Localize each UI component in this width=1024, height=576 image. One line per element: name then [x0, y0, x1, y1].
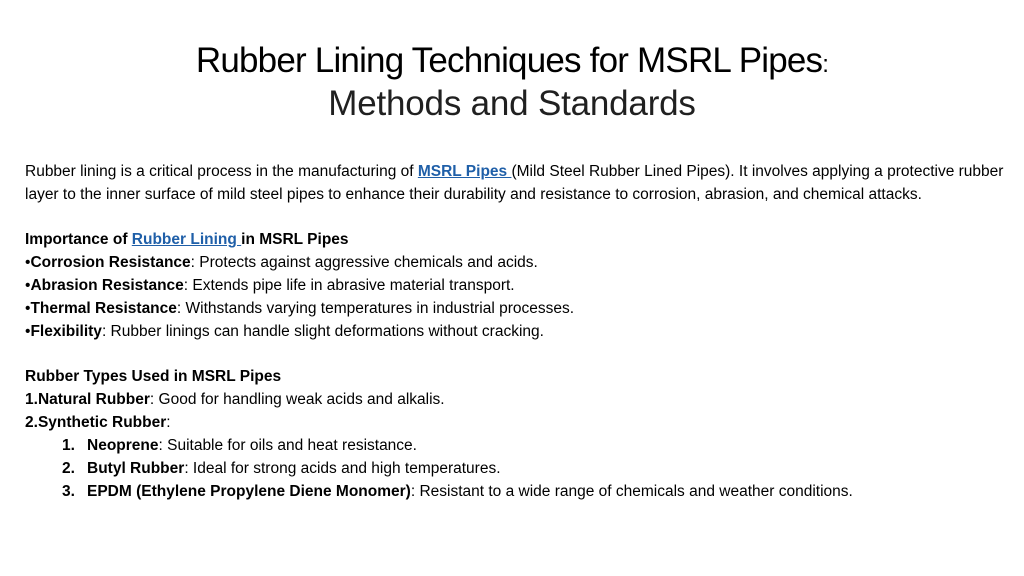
list-item-text: : Good for handling weak acids and alkalis. [149, 391, 445, 408]
bullet: • [25, 300, 31, 317]
intro-text-end: (Mild Steel Rubber Lined Pipes). It involves applying a protective rubber layer to the inner surface of mild steel pipes to enhance their durability and resistance to corrosion, abrasion, and chemical attacks. [25, 163, 1004, 203]
sub-list-item-text: : Ideal for strong acids and high temperatures. [184, 460, 501, 477]
slide-body [25, 160, 1010, 503]
list-item-text: : Extends pipe life in abrasive material transport. [183, 277, 515, 294]
title-subtitle: Methods and Standards [328, 83, 696, 123]
sub-list-item [25, 434, 1010, 457]
list-item [25, 388, 1010, 411]
sub-list-item-text: : Resistant to a wide range of chemicals and weather conditions. [410, 483, 853, 500]
sub-list-item-number: 1. [62, 437, 75, 454]
bullet: • [25, 323, 31, 340]
list-item [25, 274, 1010, 297]
list-item-term: Corrosion Resistance [30, 254, 191, 271]
list-item-term: Synthetic Rubber [37, 414, 167, 431]
list-item-term: Thermal Resistance [30, 300, 177, 317]
importance-heading-start: Importance of [25, 231, 132, 248]
msrl-pipes-link[interactable]: MSRL Pipes [417, 163, 512, 180]
intro-text-start: Rubber lining is a critical process in the manufacturing of [25, 163, 418, 180]
list-item-term: Natural Rubber [37, 391, 150, 408]
list-item-text: : Withstands varying temperatures in industrial processes. [176, 300, 575, 317]
list-item-text: : Protects against aggressive chemicals and acids. [190, 254, 538, 271]
list-item-number: 1. [25, 391, 38, 408]
rubber-types-heading: Rubber Types Used in MSRL Pipes [25, 368, 282, 385]
sub-list-item-number: 3. [62, 483, 75, 500]
rubber-lining-link[interactable]: Rubber Lining [131, 231, 242, 248]
list-item [25, 251, 1010, 274]
title-main: Rubber Lining Techniques for MSRL Pipes [195, 41, 823, 80]
sub-list-item-number: 2. [62, 460, 75, 477]
list-item-text: : [166, 414, 171, 431]
list-item-number: 2. [25, 414, 38, 431]
sub-list-item-term: EPDM (Ethylene Propylene Diene Monomer) [87, 483, 411, 500]
rubber-types-section [25, 365, 1010, 503]
bullet: • [25, 254, 31, 271]
bullet: • [25, 277, 31, 294]
list-item-text: : Rubber linings can handle slight deformations without cracking. [101, 323, 544, 340]
list-item-term: Flexibility [30, 323, 102, 340]
slide-title [0, 40, 1024, 125]
importance-heading-end: in MSRL Pipes [241, 231, 349, 248]
title-main-line [0, 40, 1024, 83]
sub-list-item [25, 480, 1010, 503]
list-item-term: Abrasion Resistance [30, 277, 184, 294]
sub-list-item [25, 457, 1010, 480]
list-item [25, 320, 1010, 343]
sub-list-item-term: Butyl Rubber [87, 460, 185, 477]
intro-paragraph [25, 160, 1010, 206]
sub-list-item-text: : Suitable for oils and heat resistance. [158, 437, 417, 454]
list-item [25, 297, 1010, 320]
importance-heading [25, 228, 1010, 251]
list-item [25, 411, 1010, 434]
sub-list-item-term: Neoprene [87, 437, 159, 454]
importance-section [25, 228, 1010, 343]
title-colon: : [822, 51, 829, 78]
